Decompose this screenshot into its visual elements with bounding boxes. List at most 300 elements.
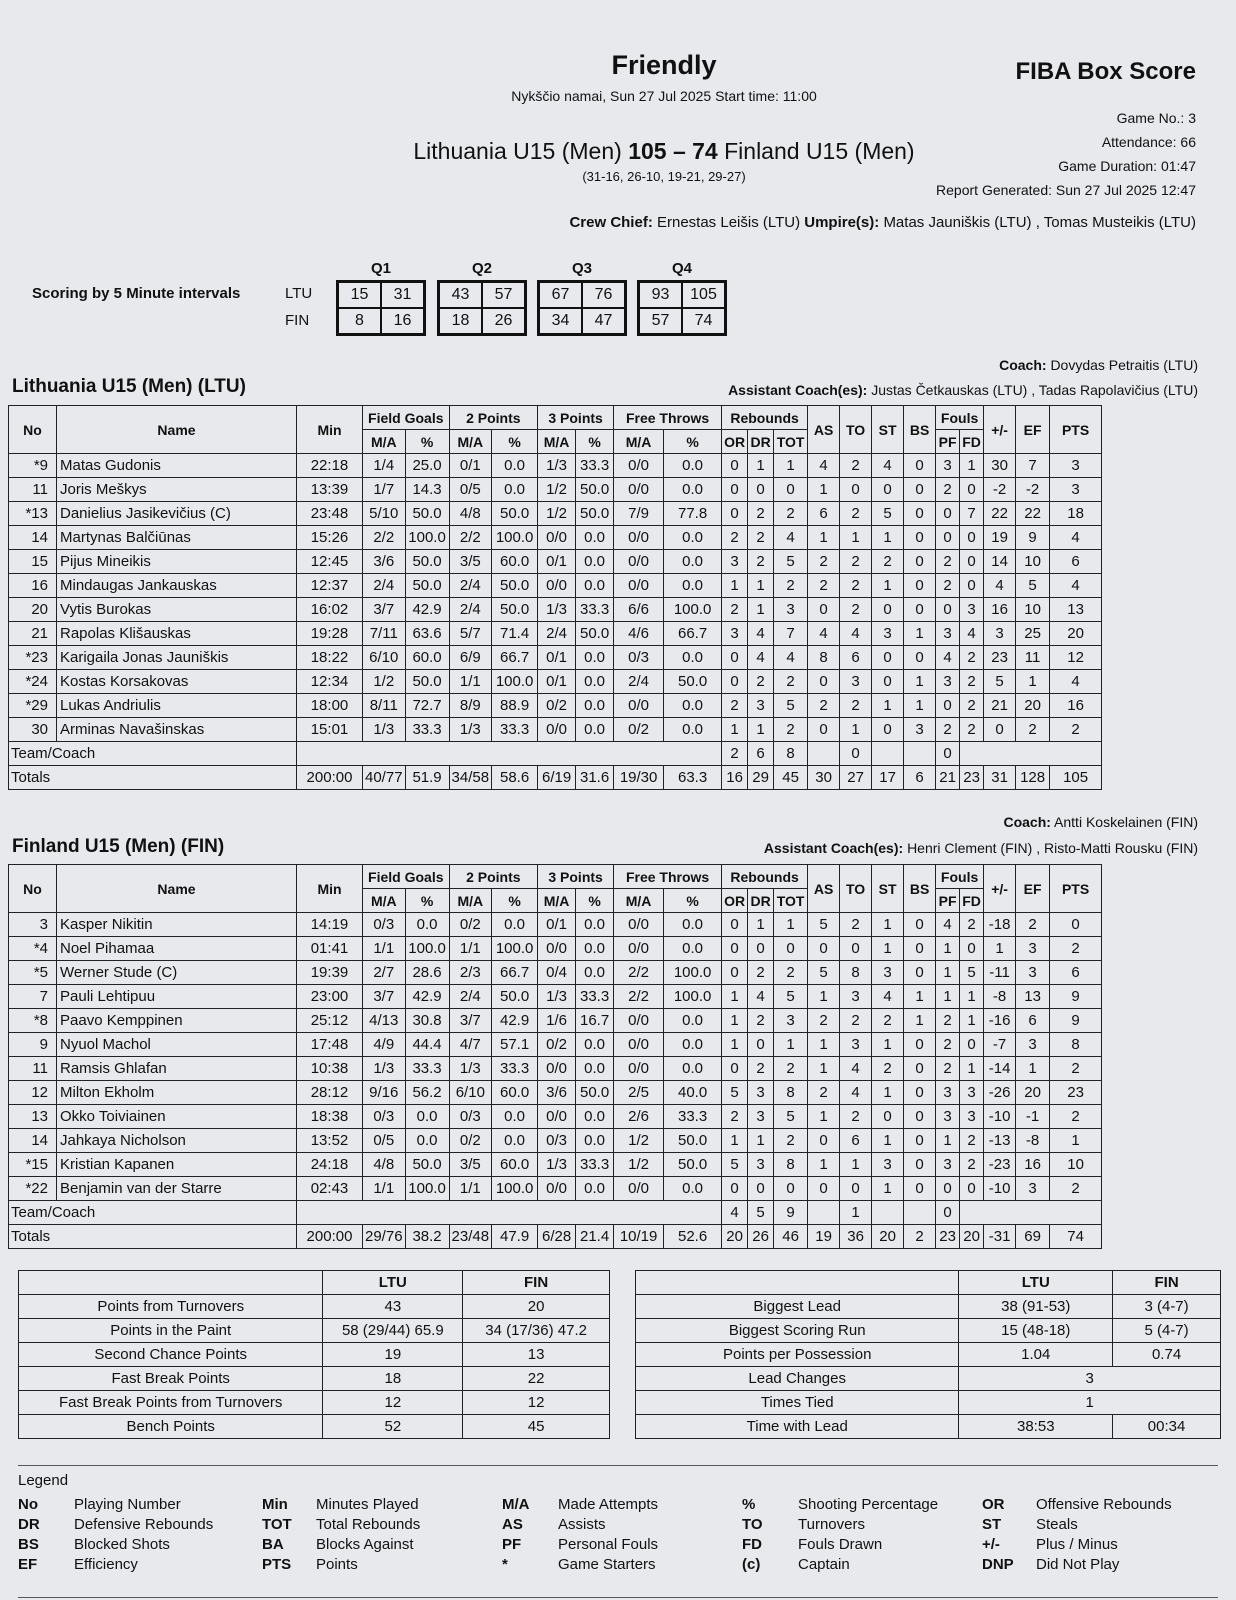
legend-abbr: PF [502,1536,522,1553]
col-sub-ma: M/A [363,889,406,913]
minutes: 23:00 [297,985,363,1009]
total-p2-made-attempts: 34/58 [449,766,492,790]
blocks: 0 [904,1057,936,1081]
personal-fouls: 2 [936,478,960,502]
col-sub-ma: M/A [614,889,664,913]
total-personal-fouls: 23 [936,1225,960,1249]
col-bs: BS [904,865,936,913]
blocks: 0 [904,961,936,985]
legend-description: Blocks Against [316,1536,414,1553]
total-turnovers: 36 [840,1225,872,1249]
col-sub-ma: M/A [538,889,576,913]
steals: 1 [872,1177,904,1201]
points: 4 [1050,670,1102,694]
home-team-name: Lithuania U15 (Men) [413,138,622,164]
assists: 4 [808,622,840,646]
player-name: Ramsis Ghlafan [57,1057,297,1081]
steals: 2 [872,550,904,574]
fouls-drawn: 7 [960,502,984,526]
total-rebounds: 2 [774,1057,808,1081]
steals: 1 [872,937,904,961]
match-score-line [0,138,1236,165]
misc-row [19,1415,610,1439]
player-name: Nyuol Machol [57,1033,297,1057]
p3-pct: 33.3 [576,985,614,1009]
assistant-names: Henri Clement (FIN) , Risto-Matti Rousku (FIN) [907,840,1198,856]
player-number: *15 [9,1153,57,1177]
ft-made-attempts: 0/0 [614,1009,664,1033]
steals: 1 [872,1081,904,1105]
misc-ltu-value: 58 (29/44) 65.9 [323,1319,463,1343]
misc-label: Lead Changes [636,1367,959,1391]
legend-abbr: (c) [742,1556,761,1573]
fouls-drawn: 2 [960,670,984,694]
assists: 2 [808,1009,840,1033]
fg-made-attempts: 3/7 [363,598,406,622]
blocks: 0 [904,1105,936,1129]
p2-made-attempts: 1/1 [449,937,492,961]
ft-pct: 100.0 [664,598,722,622]
plus-minus: -16 [984,1009,1016,1033]
col-sub-pct: % [405,889,449,913]
player-row [9,454,1102,478]
def-rebounds: 6 [748,742,774,766]
p2-made-attempts: 1/3 [449,718,492,742]
total-rebounds: 8 [774,1153,808,1177]
def-rebounds: 0 [748,937,774,961]
col-min: Min [297,406,363,454]
ltu-assistant-coaches [728,382,1198,398]
misc-col-ltu: LTU [959,1271,1113,1295]
total-rebounds: 1 [774,913,808,937]
p2-pct: 33.3 [492,1057,538,1081]
interval-score: 57 [482,282,525,308]
player-number: *13 [9,502,57,526]
p2-pct: 88.9 [492,694,538,718]
umpires-label: Umpire(s): [804,214,880,231]
fg-pct: 28.6 [405,961,449,985]
def-rebounds: 2 [748,526,774,550]
total-p2-made-attempts: 23/48 [449,1225,492,1249]
off-rebounds: 5 [722,1153,748,1177]
col-sub-pct: % [492,430,538,454]
coach-label: Coach: [1003,814,1051,830]
legend-title: Legend [18,1472,69,1489]
off-rebounds: 0 [722,670,748,694]
fouls-drawn: 1 [960,1009,984,1033]
fg-pct: 100.0 [405,1177,449,1201]
plus-minus: -7 [984,1033,1016,1057]
legend-abbr: DNP [982,1556,1014,1573]
legend-description: Fouls Drawn [798,1536,883,1553]
legend-description: Offensive Rebounds [1036,1496,1172,1513]
player-number: 16 [9,574,57,598]
player-number: *4 [9,937,57,961]
personal-fouls: 3 [936,454,960,478]
p2-made-attempts: 4/8 [449,502,492,526]
off-rebounds: 1 [722,1033,748,1057]
player-row [9,550,1102,574]
interval-score: 76 [582,282,625,308]
def-rebounds: 3 [748,694,774,718]
ft-pct: 50.0 [664,670,722,694]
p3-made-attempts: 1/2 [538,478,576,502]
efficiency: 10 [1016,598,1050,622]
turnovers: 3 [840,1033,872,1057]
misc-label: Points from Turnovers [19,1295,323,1319]
fg-pct: 0.0 [405,1129,449,1153]
off-rebounds: 2 [722,1105,748,1129]
p3-made-attempts: 1/3 [538,1153,576,1177]
plus-minus: 16 [984,598,1016,622]
team-coach-row [9,1201,1102,1225]
legend-abbr: DR [18,1516,40,1533]
p2-pct: 100.0 [492,526,538,550]
player-number: *24 [9,670,57,694]
total-plus-minus: 31 [984,766,1016,790]
fg-made-attempts: 1/1 [363,1177,406,1201]
steals: 0 [872,670,904,694]
steals: 2 [872,1009,904,1033]
p3-made-attempts: 0/2 [538,1033,576,1057]
player-number: 11 [9,1057,57,1081]
quarter-label: Q1 [370,260,391,277]
player-number: 11 [9,478,57,502]
personal-fouls: 0 [936,502,960,526]
misc-fin-value: 3 (4-7) [1113,1295,1221,1319]
officials-line [569,214,1196,231]
total-off-rebounds: 16 [722,766,748,790]
misc-ltu-value: 38 (91-53) [959,1295,1113,1319]
turnovers: 3 [840,985,872,1009]
blocks: 0 [904,502,936,526]
misc-label: Fast Break Points from Turnovers [19,1391,323,1415]
turnovers: 2 [840,1105,872,1129]
plus-minus: 0 [984,718,1016,742]
p2-pct: 0.0 [492,1129,538,1153]
fg-made-attempts: 3/6 [363,550,406,574]
col-sub-tot: TOT [774,889,808,913]
misc-label: Points in the Paint [19,1319,323,1343]
fouls-drawn: 2 [960,694,984,718]
misc-row [19,1391,610,1415]
minutes: 10:38 [297,1057,363,1081]
misc-ltu-value: 18 [323,1367,463,1391]
player-name: Kasper Nikitin [57,913,297,937]
p2-made-attempts: 3/7 [449,1009,492,1033]
efficiency: 7 [1016,454,1050,478]
away-score: 74 [692,138,718,164]
fg-pct: 50.0 [405,550,449,574]
assists: 2 [808,574,840,598]
fouls-drawn: 0 [960,526,984,550]
player-name: Karigaila Jonas Jauniškis [57,646,297,670]
player-row [9,478,1102,502]
total-p3-made-attempts: 6/28 [538,1225,576,1249]
misc-row [19,1367,610,1391]
personal-fouls: 0 [936,1177,960,1201]
player-row [9,1033,1102,1057]
legend-divider-top [18,1465,1218,1466]
player-name: Werner Stude (C) [57,961,297,985]
p3-pct: 50.0 [576,502,614,526]
fg-pct: 50.0 [405,574,449,598]
minutes: 23:48 [297,502,363,526]
plus-minus: -10 [984,1177,1016,1201]
p2-made-attempts: 0/5 [449,478,492,502]
personal-fouls: 0 [936,1201,960,1225]
assists: 0 [808,718,840,742]
def-rebounds: 3 [748,1081,774,1105]
fouls-drawn: 1 [960,454,984,478]
turnovers: 3 [840,670,872,694]
player-number: *22 [9,1177,57,1201]
def-rebounds: 0 [748,1177,774,1201]
efficiency: 5 [1016,574,1050,598]
misc-label: Biggest Scoring Run [636,1319,959,1343]
misc-ltu-value: 52 [323,1415,463,1439]
p3-made-attempts: 0/0 [538,1177,576,1201]
player-number: 14 [9,1129,57,1153]
coach-name: Antti Koskelainen (FIN) [1054,814,1198,830]
off-rebounds: 1 [722,985,748,1009]
def-rebounds: 2 [748,1057,774,1081]
off-rebounds: 0 [722,913,748,937]
total-off-rebounds: 20 [722,1225,748,1249]
col-sub-ma: M/A [538,430,576,454]
points: 2 [1050,1057,1102,1081]
umpires: Matas Jauniškis (LTU) , Tomas Musteikis (LTU) [883,214,1196,231]
p3-pct: 0.0 [576,694,614,718]
ft-pct: 0.0 [664,1057,722,1081]
ltu-stats-table [8,405,1102,790]
col-bs: BS [904,406,936,454]
assists: 0 [808,598,840,622]
points: 20 [1050,622,1102,646]
personal-fouls: 0 [936,598,960,622]
fg-pct: 42.9 [405,598,449,622]
fg-made-attempts: 9/16 [363,1081,406,1105]
fin-assistant-coaches [764,840,1198,856]
total-fouls-drawn: 23 [960,766,984,790]
total-rebounds: 1 [774,1033,808,1057]
points: 3 [1050,478,1102,502]
plus-minus: -2 [984,478,1016,502]
ft-made-attempts: 2/2 [614,961,664,985]
total-steals: 20 [872,1225,904,1249]
col-sub-pct: % [664,889,722,913]
coach-name: Dovydas Petraitis (LTU) [1050,357,1198,373]
col-3-points: 3 Points [538,406,614,430]
def-rebounds: 2 [748,670,774,694]
venue-line: Nykščio namai, Sun 27 Jul 2025 Start time: 11:00 [511,88,817,104]
points: 16 [1050,694,1102,718]
blocks: 0 [904,1153,936,1177]
p2-pct: 100.0 [492,1177,538,1201]
player-name: Noel Pihamaa [57,937,297,961]
p3-pct: 33.3 [576,598,614,622]
efficiency: 2 [1016,913,1050,937]
total-rebounds: 5 [774,694,808,718]
player-name: Milton Ekholm [57,1081,297,1105]
player-number: 3 [9,913,57,937]
blocks: 1 [904,694,936,718]
interval-score: 8 [338,308,381,334]
plus-minus: -18 [984,913,1016,937]
p3-pct: 50.0 [576,622,614,646]
totals-label: Totals [9,1225,297,1249]
player-row [9,1105,1102,1129]
player-name: Jahkaya Nicholson [57,1129,297,1153]
off-rebounds: 0 [722,478,748,502]
def-rebounds: 0 [748,1033,774,1057]
fg-made-attempts: 1/3 [363,718,406,742]
report-generated: Report Generated: Sun 27 Jul 2025 12:47 [936,182,1196,198]
legend-abbr: BS [18,1536,39,1553]
game-duration: Game Duration: 01:47 [1058,158,1196,174]
assists: 1 [808,1153,840,1177]
fg-made-attempts: 8/11 [363,694,406,718]
legend-description: Game Starters [558,1556,656,1573]
legend-description: Made Attempts [558,1496,659,1513]
efficiency: 3 [1016,961,1050,985]
off-rebounds: 2 [722,694,748,718]
turnovers: 0 [840,478,872,502]
minutes: 15:01 [297,718,363,742]
player-number: *23 [9,646,57,670]
player-row [9,526,1102,550]
misc-ltu-value: 19 [323,1343,463,1367]
points: 13 [1050,598,1102,622]
fg-pct: 0.0 [405,1105,449,1129]
legend-abbr: Min [262,1496,288,1513]
p2-made-attempts: 0/1 [449,454,492,478]
p2-pct: 0.0 [492,478,538,502]
p2-made-attempts: 1/1 [449,670,492,694]
col-to: TO [840,406,872,454]
player-name: Kristian Kapanen [57,1153,297,1177]
col-name: Name [57,406,297,454]
assists: 1 [808,478,840,502]
ft-pct: 77.8 [664,502,722,526]
p3-pct: 0.0 [576,937,614,961]
blocks: 0 [904,646,936,670]
p2-pct: 0.0 [492,454,538,478]
coach-label: Coach: [999,357,1047,373]
player-row [9,937,1102,961]
total-ft-pct: 52.6 [664,1225,722,1249]
def-rebounds: 2 [748,550,774,574]
turnovers: 6 [840,1129,872,1153]
points: 12 [1050,646,1102,670]
blocks: 0 [904,526,936,550]
col-ef: EF [1016,406,1050,454]
legend-abbr: +/- [982,1536,1000,1553]
turnovers: 4 [840,1057,872,1081]
fg-made-attempts: 7/11 [363,622,406,646]
interval-score: 67 [539,282,582,308]
total-rebounds: 2 [774,574,808,598]
minutes: 18:22 [297,646,363,670]
points: 4 [1050,574,1102,598]
fouls-drawn: 3 [960,1105,984,1129]
p3-made-attempts: 0/1 [538,646,576,670]
personal-fouls: 0 [936,742,960,766]
player-number: 7 [9,985,57,1009]
points: 1 [1050,1129,1102,1153]
p2-made-attempts: 2/3 [449,961,492,985]
player-name: Pauli Lehtipuu [57,985,297,1009]
legend-abbr: No [18,1496,38,1513]
total-assists: 30 [808,766,840,790]
player-number: *8 [9,1009,57,1033]
points: 4 [1050,526,1102,550]
efficiency: 20 [1016,1081,1050,1105]
fin-stats-table [8,864,1102,1249]
col-sub-dr: DR [748,889,774,913]
interval-score: 105 [682,282,725,308]
minutes: 24:18 [297,1153,363,1177]
p2-pct: 57.1 [492,1033,538,1057]
assists: 1 [808,985,840,1009]
plus-minus: -26 [984,1081,1016,1105]
blocks: 1 [904,670,936,694]
player-row [9,1129,1102,1153]
misc-col-ltu: LTU [323,1271,463,1295]
turnovers: 2 [840,502,872,526]
efficiency: 3 [1016,1177,1050,1201]
steals: 0 [872,1105,904,1129]
p2-pct: 50.0 [492,574,538,598]
ft-pct: 0.0 [664,646,722,670]
col-sub-pct: % [576,889,614,913]
fouls-drawn: 0 [960,574,984,598]
minutes: 13:52 [297,1129,363,1153]
def-rebounds: 1 [748,598,774,622]
plus-minus: 30 [984,454,1016,478]
blocks: 0 [904,478,936,502]
minutes: 12:34 [297,670,363,694]
efficiency: 25 [1016,622,1050,646]
misc-label: Second Chance Points [19,1343,323,1367]
team-coach-blank [297,742,722,766]
steals: 4 [872,985,904,1009]
player-name: Matas Gudonis [57,454,297,478]
total-fg-pct: 51.9 [405,766,449,790]
misc-row [636,1391,1221,1415]
p3-made-attempts: 2/4 [538,622,576,646]
points: 18 [1050,502,1102,526]
blocks: 0 [904,1177,936,1201]
turnovers: 2 [840,454,872,478]
fouls-drawn: 2 [960,646,984,670]
p3-pct: 0.0 [576,961,614,985]
efficiency: -1 [1016,1105,1050,1129]
points: 6 [1050,550,1102,574]
fouls-drawn: 0 [960,1177,984,1201]
fg-pct: 60.0 [405,646,449,670]
attendance: Attendance: 66 [1101,134,1196,150]
def-rebounds: 1 [748,718,774,742]
total-minutes: 200:00 [297,1225,363,1249]
report-title: Friendly [611,50,717,80]
fg-made-attempts: 1/2 [363,670,406,694]
personal-fouls: 2 [936,1057,960,1081]
ft-pct: 100.0 [664,985,722,1009]
p3-made-attempts: 0/2 [538,694,576,718]
off-rebounds: 3 [722,550,748,574]
quarter-interval-box [637,280,727,336]
